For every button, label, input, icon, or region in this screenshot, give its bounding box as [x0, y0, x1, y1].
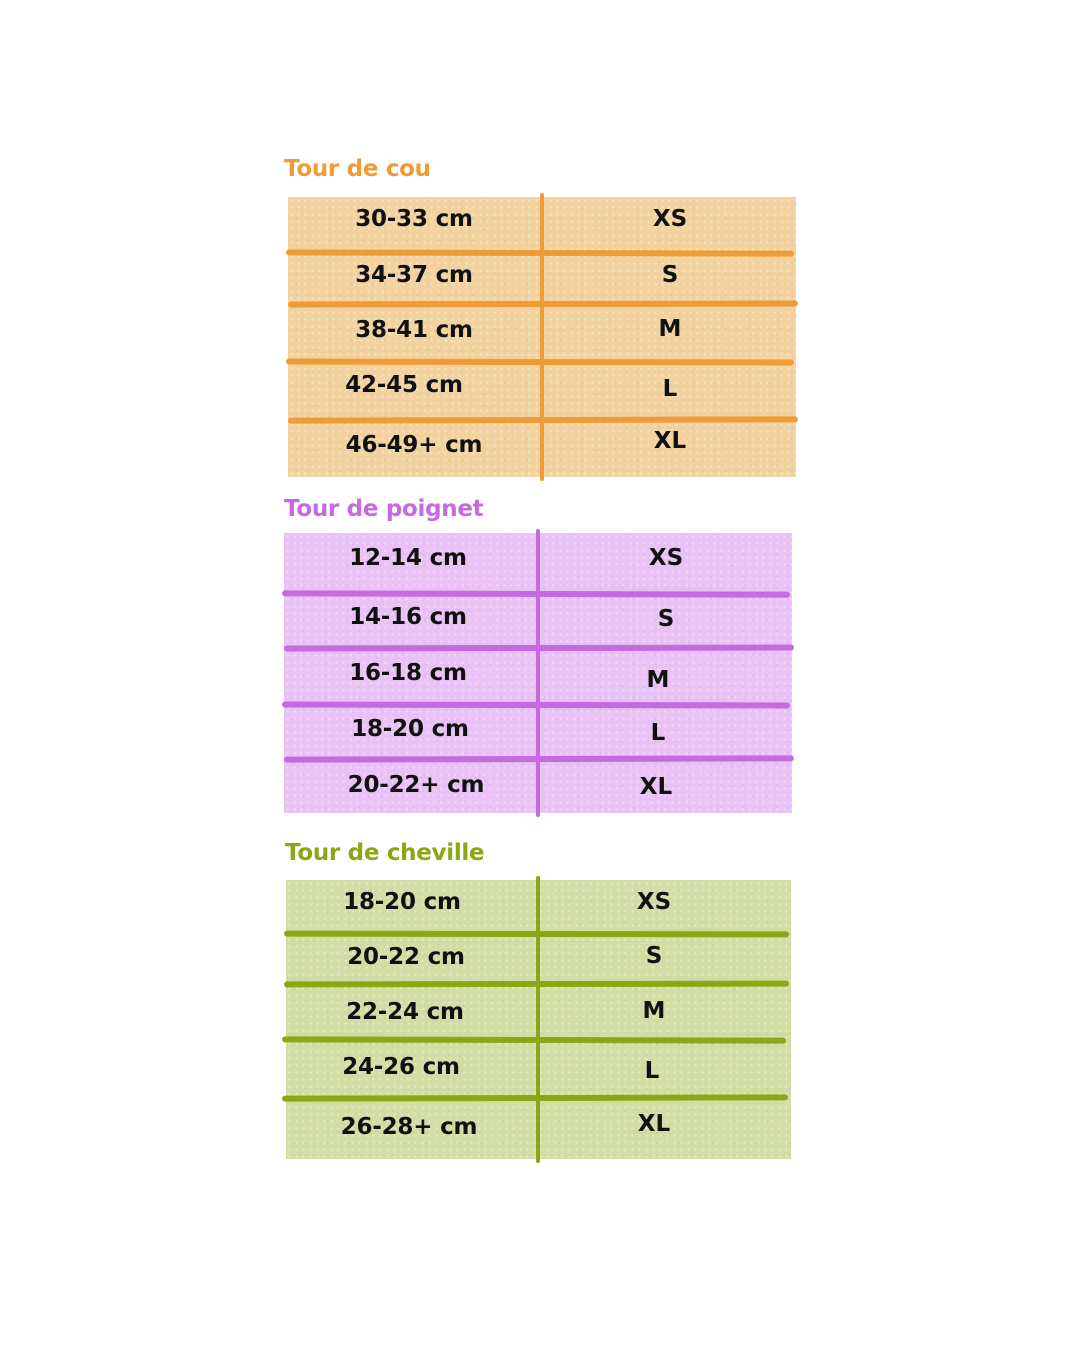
table-row-size: S — [645, 943, 663, 969]
table-row-size: M — [646, 667, 670, 693]
table-row-size: XL — [653, 428, 687, 454]
table-row-size: M — [658, 316, 682, 342]
row-divider — [284, 981, 789, 988]
table-row-range: 22-24 cm — [346, 999, 464, 1025]
neck-size-table — [288, 197, 796, 477]
wrist-size-table — [284, 533, 792, 813]
table-row-range: 16-18 cm — [349, 660, 467, 686]
table-row-size: XS — [636, 889, 672, 915]
neck-section-title: Tour de cou — [284, 156, 431, 182]
table-row-size: S — [657, 606, 675, 632]
wrist-section-title: Tour de poignet — [284, 496, 484, 522]
table-row-size: XL — [639, 774, 673, 800]
table-row-size: XL — [637, 1111, 671, 1137]
table-row-range: 20-22 cm — [347, 944, 465, 970]
table-row-size: S — [661, 262, 679, 288]
table-row-range: 26-28+ cm — [340, 1114, 478, 1140]
table-row-range: 30-33 cm — [355, 206, 473, 232]
table-row-size: L — [650, 720, 666, 746]
table-row-range: 14-16 cm — [349, 604, 467, 630]
table-row-size: L — [644, 1058, 660, 1084]
table-row-size: M — [642, 998, 666, 1024]
table-row-range: 24-26 cm — [342, 1054, 460, 1080]
table-row-size: XS — [652, 206, 688, 232]
ankle-size-table — [286, 880, 791, 1159]
table-row-range: 42-45 cm — [345, 372, 463, 398]
table-row-range: 20-22+ cm — [347, 772, 485, 798]
table-row-range: 18-20 cm — [343, 889, 461, 915]
ankle-section-title: Tour de cheville — [285, 840, 485, 866]
table-row-size: XS — [648, 545, 684, 571]
table-row-range: 46-49+ cm — [345, 432, 483, 458]
table-row-range: 38-41 cm — [355, 317, 473, 343]
table-row-size: L — [662, 376, 678, 402]
table-row-range: 18-20 cm — [351, 716, 469, 742]
table-row-range: 34-37 cm — [355, 262, 473, 288]
table-row-range: 12-14 cm — [349, 545, 467, 571]
